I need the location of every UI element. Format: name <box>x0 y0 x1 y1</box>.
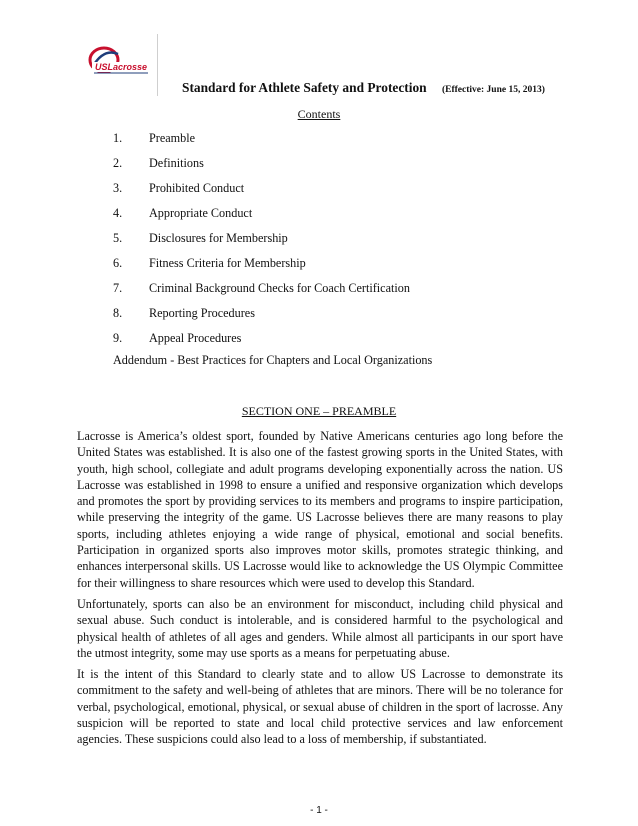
toc-item-number: 9. <box>113 331 123 345</box>
toc-item <box>113 206 410 231</box>
toc-item-number: 1. <box>113 131 123 145</box>
toc-item-label: Prohibited Conduct <box>149 181 245 195</box>
toc-item <box>113 306 410 331</box>
toc-item <box>113 281 410 306</box>
toc-item-number: 4. <box>113 206 123 220</box>
toc-item <box>113 256 410 281</box>
header-divider <box>157 34 158 96</box>
toc-item <box>113 181 410 206</box>
toc-item <box>113 156 410 181</box>
uslacrosse-logo <box>88 44 158 80</box>
toc-item-label: Fitness Criteria for Membership <box>149 256 306 270</box>
table-of-contents <box>113 131 410 356</box>
effective-date: (Effective: June 15, 2013) <box>441 85 545 95</box>
toc-item <box>113 231 410 256</box>
toc-item-label: Disclosures for Membership <box>149 231 288 245</box>
toc-item-number: 5. <box>113 231 123 245</box>
toc-item-number: 3. <box>113 181 123 195</box>
preamble-paragraph: Unfortunately, sports can also be an environment for misconduct, including child physical and sexual abuse. Such conduct is intolerable, and is considered harmful to the psychological and physical health of athletes of all ages and genders. While almost all participants in our sport have the utmost integrity, some may use sports as a means for perpetuating abuse. <box>77 596 563 660</box>
toc-item-number: 8. <box>113 306 123 320</box>
toc-item-label: Appeal Procedures <box>149 331 242 345</box>
toc-item-number: 6. <box>113 256 123 270</box>
preamble-paragraph: It is the intent of this Standard to clearly state and to allow US Lacrosse to demonstrate its commitment to the safety and well-being of athletes that are minors. There will be no tolerance for verbal, psychological, emotional, physical, or sexual abuse of children in the sport of lacrosse. Any suspicion will be reported to state and local child protective services and law enforcement agencies. These suspicions could also lead to a loss of membership, if substantiated. <box>77 667 563 747</box>
toc-item-label: Criminal Background Checks for Coach Certification <box>149 281 410 295</box>
uslacrosse-logo-mark <box>88 44 158 80</box>
page-number: - 1 - <box>310 805 328 816</box>
contents-heading <box>0 107 638 122</box>
toc-addendum: Addendum - Best Practices for Chapters and Local Organizations <box>113 353 433 367</box>
toc-item-label: Reporting Procedures <box>149 306 255 320</box>
toc-item <box>113 131 410 156</box>
document-title-line <box>182 80 545 96</box>
document-title: Standard for Athlete Safety and Protection <box>182 80 427 95</box>
section-heading <box>0 404 638 419</box>
toc-item-number: 7. <box>113 281 123 295</box>
toc-item-label: Appropriate Conduct <box>149 206 253 220</box>
toc-item-number: 2. <box>113 156 123 170</box>
preamble-body <box>77 428 563 753</box>
toc-item-label: Definitions <box>149 156 204 170</box>
logo-wordmark: USLacrosse <box>95 62 148 72</box>
toc-item-label: Preamble <box>149 131 196 145</box>
preamble-paragraph: Lacrosse is America’s oldest sport, founded by Native Americans centuries ago long before the United States was established. It is also one of the fastest growing sports in the United States, with youth, high school, collegiate and adult programs developing exponentially across the nation. US Lacrosse was established in 1998 to ensure a unified and responsive organization which develops and promotes the sport by providing services to its members and programs to inspire participation, while preserving the integrity of the game. US Lacrosse believes there are many reasons to play sports, including athletes enjoying a wide range of physical, emotional and social benefits. Participation in organized sports also improves motor skills, promotes strategic thinking, and enhances interpersonal skills. US Lacrosse would like to acknowledge the US Olympic Committee for their willingness to share resources which were used to develop this Standard. <box>77 429 563 590</box>
section-heading-text: SECTION ONE – PREAMBLE <box>241 404 397 418</box>
contents-heading-text: Contents <box>297 107 341 121</box>
